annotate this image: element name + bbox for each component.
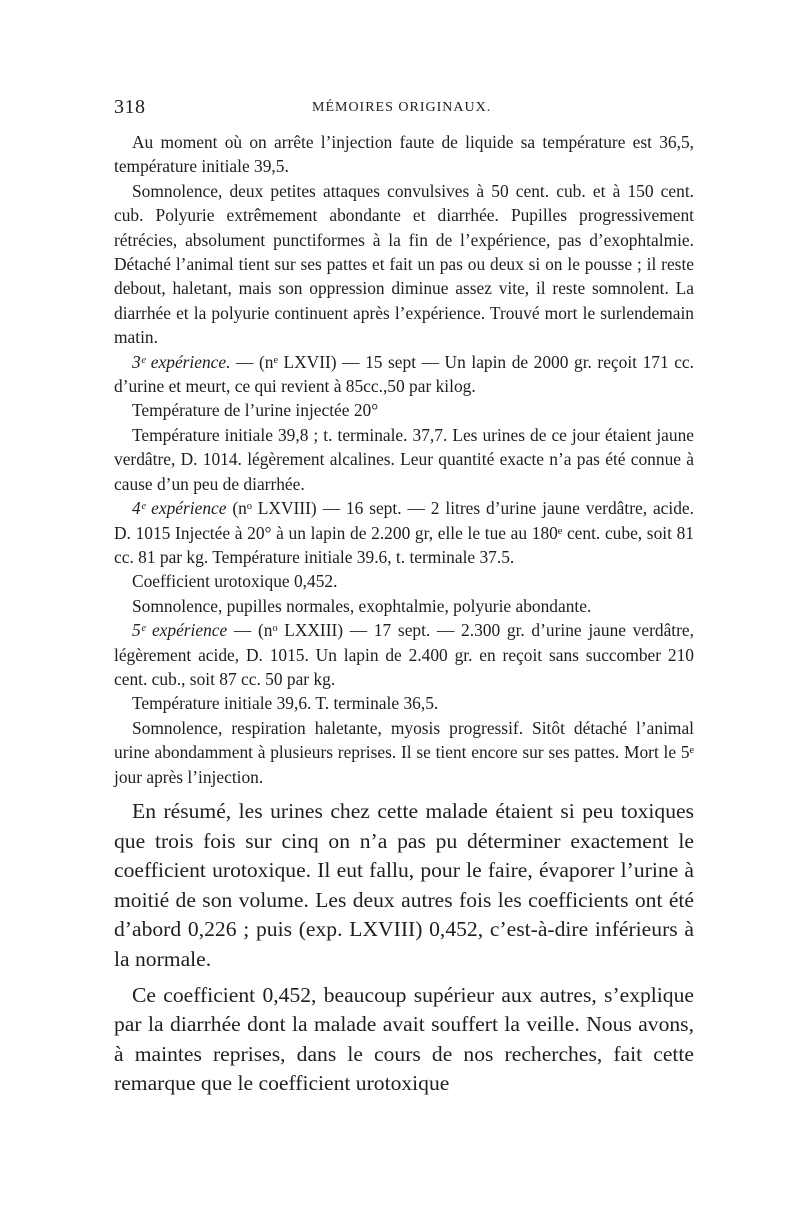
experiment-5-label: 5ᵉ expérience — [132, 620, 228, 641]
paragraph-summary: En résumé, les urines chez cette malade étaient si peu toxiques que trois fois sur cinq on n’a pas pu déterminer exactement le coefficient urotoxique. Il eut fallu, pour le faire, évaporer l’urine à moitié de son volume. Les deux autres fois les coefficients ont été d’abord 0,226 ; puis (exp. LXVIII) 0,452, c’est-à-dire inférieurs à la normale. — [114, 798, 694, 971]
paragraph-somnolence-5: Somnolence, respiration haletante, myosis progressif. Sitôt détaché l’animal urine abondamment à plusieurs reprises. Il se tient encore sur ses pattes. Mort le 5ᵉ jour après l’injection. — [114, 717, 694, 787]
experiment-3-text: — (nᵉ LXVII) — 15 sept — Un lapin de 2000 gr. reçoit 171 cc. d’urine et meurt, ce qui revient à 85cc.,50 par kilog. — [114, 351, 694, 397]
paragraph-experiment-3 — [114, 350, 694, 399]
page-number: 318 — [114, 96, 146, 118]
paragraph-coefficient-explanation: Ce coefficient 0,452, beaucoup supérieur aux autres, s’explique par la diarrhée dont la malade avait souffert la veille. Nous avons, à maintes reprises, dans le cours de nos recherches, fait cette remarque que le coefficient urotoxique — [114, 982, 694, 1096]
paragraph-experiment-5 — [114, 618, 694, 691]
paragraph-experiment-4 — [114, 496, 694, 569]
paragraph-initial-temperature-5: Température initiale 39,6. T. terminale 36,5. — [132, 693, 439, 714]
experiment-4-label: 4ᵉ expérience — [132, 498, 227, 519]
paragraph-initial-temperature-3: Température initiale 39,8 ; t. terminale. 37,7. Les urines de ce jour étaient jaune verdâtre, D. 1014. légèrement alcalines. Leur quantité exacte n’a pas été connue à cause d’un peu de diarrhée. — [114, 424, 694, 494]
running-head: MÉMOIRES ORIGINAUX. — [312, 100, 492, 115]
experiment-5-text: — (nᵒ LXXIII) — 17 sept. — 2.300 gr. d’urine jaune verdâtre, légèrement acide, D. 1015. Un lapin de 2.400 gr. en reçoit sans succomber 210 cent. cub., soit 87 cc. 50 par kg. — [114, 620, 694, 689]
experiment-3-label: 3ᵉ expérience. — [132, 351, 231, 372]
page-body — [114, 130, 694, 1099]
paragraph-injection-stop: Au moment où on arrête l’injection faute de liquide sa température est 36,5, température initiale 39,5. — [114, 132, 694, 177]
paragraph-urine-temperature: Température de l’urine injectée 20° — [132, 400, 379, 421]
summary-section — [114, 797, 694, 1099]
paragraph-coefficient: Coefficient urotoxique 0,452. — [132, 571, 338, 592]
paragraph-somnolence-4: Somnolence, pupilles normales, exophtalmie, polyurie abondante. — [132, 595, 592, 616]
paragraph-symptoms: Somnolence, deux petites attaques convulsives à 50 cent. cub. et à 150 cent. cub. Polyurie extrêmement abondante et diarrhée. Pupilles progressivement rétrécies, absolument punctiformes à la fin de l’expérience, pas d’exophtalmie. Détaché l’animal tient sur ses pattes et fait un pas ou deux si on le pousse ; il reste debout, haletant, mais son oppression diminue assez vite, il reste somnolent. La diarrhée et la polyurie continuent après l’expérience. Trouvé mort le surlendemain matin. — [114, 180, 694, 348]
page-header — [114, 96, 694, 122]
experiment-4-text: (nᵒ LXVIII) — 16 sept. — 2 litres d’urine jaune verdâtre, acide. D. 1015 Injectée à 20° à un lapin de 2.200 gr, elle le tue au 180ᵉ cent. cube, soit 81 cc. 81 par kg. Température initiale 39.6, t. terminale 37.5. — [114, 498, 694, 567]
